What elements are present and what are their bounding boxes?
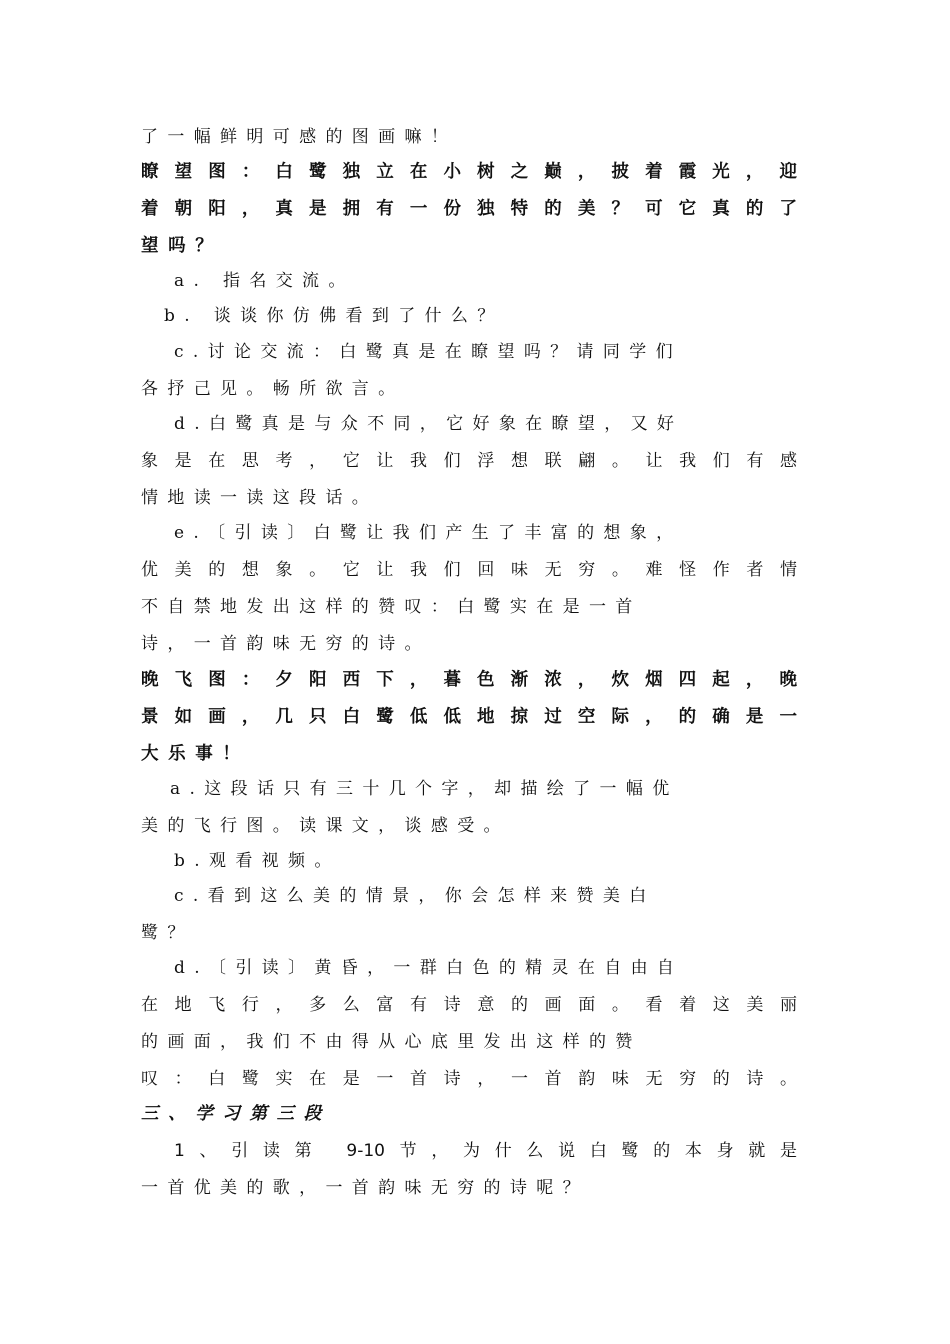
list-item-b: b.观看视频。 (174, 851, 341, 871)
text-line-bold: 瞭望图：白鹭独立在小树之巅，披着霞光，迎 (141, 162, 797, 182)
text-line-bold: 着朝阳，真是拥有一份独特的美？可它真的了 (141, 199, 797, 219)
text-line-bold: 大乐事！ (141, 744, 250, 764)
text-line: 象是在思考，它让我们浮想联翩。让我们有感 (141, 451, 797, 471)
list-item-b: b. 谈谈你仿佛看到了什么？ (164, 306, 504, 326)
text-line: 情地读一读这段话。 (141, 488, 379, 508)
text-line-bold: 望吗？ (141, 236, 223, 256)
text-line: 美的飞行图。读课文，谈感受。 (141, 816, 510, 836)
text-line: 叹：白鹭实在是一首诗，一首韵味无穷的诗。 (141, 1069, 797, 1089)
text-line: 了一幅鲜明可感的图画嘛！ (141, 127, 458, 147)
list-item-a: a. 指名交流。 (174, 271, 355, 291)
text-line-bold: 景如画，几只白鹭低低地掠过空际，的确是一 (141, 707, 797, 727)
list-item-d: d.〔引读〕黄昏，一群白色的精灵在自由自 (174, 958, 684, 978)
text-line: 不自禁地发出这样的赞叹：白鹭实在是一首 (141, 597, 642, 617)
text-line: 各抒己见。畅所欲言。 (141, 379, 405, 399)
list-item-d: d.白鹭真是与众不同，它好象在瞭望，又好 (174, 414, 684, 434)
text-line: 优美的想象。它让我们回味无穷。难怪作者情 (141, 560, 797, 580)
text-line: 一首优美的歌，一首韵味无穷的诗呢？ (141, 1178, 589, 1198)
list-item-e: e.〔引读〕白鹭让我们产生了丰富的想象， (174, 523, 683, 543)
text-line: 在地飞行，多么富有诗意的画面。看着这美丽 (141, 995, 797, 1015)
text-line: 鹭？ (141, 923, 194, 943)
text-line: 的画面，我们不由得从心底里发出这样的赞 (141, 1032, 642, 1052)
list-item-c: c.看到这么美的情景，你会怎样来赞美白 (174, 886, 656, 906)
text-line: 诗，一首韵味无穷的诗。 (141, 634, 431, 654)
section-heading: 三、学习第三段 (141, 1104, 331, 1124)
list-item-a: a.这段话只有三十几个字，却描绘了一幅优 (170, 779, 679, 799)
text-line-bold: 晚飞图：夕阳西下，暮色渐浓，炊烟四起，晚 (141, 670, 797, 690)
list-item-c: c.讨论交流：白鹭真是在瞭望吗？请同学们 (174, 342, 682, 362)
text-line: 1、引读第 9-10节，为什么说白鹭的本身就是 (174, 1141, 797, 1161)
